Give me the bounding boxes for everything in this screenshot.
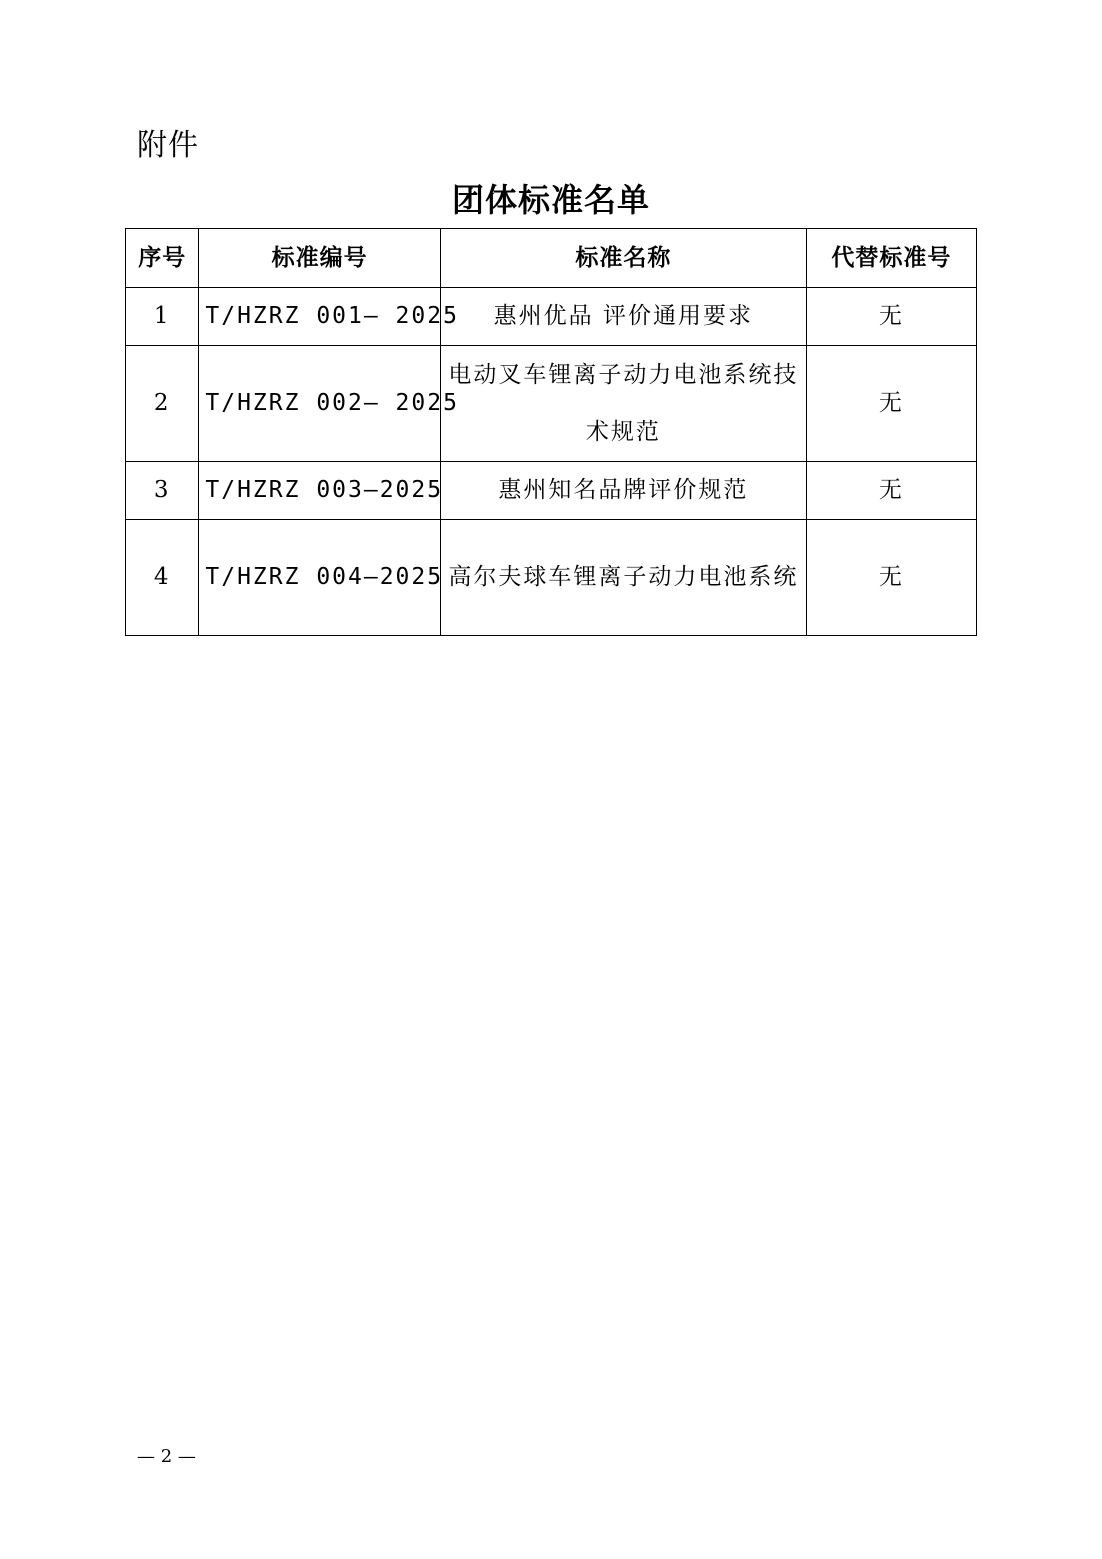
header-standard-name: 标准名称 [440,229,806,288]
row-standard-name: 惠州优品 评价通用要求 [440,288,806,346]
row-standard-code: T/HZRZ 004—2025 [199,520,440,636]
row-standard-name: 惠州知名品牌评价规范 [440,462,806,520]
row-replaced-standard: 无 [806,346,976,462]
attachment-label: 附件 [137,128,199,163]
table-header-row [126,229,977,288]
row-replaced-standard: 无 [806,288,976,346]
header-standard-code: 标准编号 [199,229,440,288]
row-serial-number: 4 [126,520,199,636]
row-standard-name: 电动叉车锂离子动力电池系统技术规范 [440,346,806,462]
page-number: — 2 — [137,1446,196,1467]
document-title: 团体标准名单 [451,181,650,219]
table-row [126,520,977,636]
row-serial-number: 2 [126,346,199,462]
row-replaced-standard: 无 [806,462,976,520]
header-serial-number: 序号 [126,229,199,288]
row-serial-number: 3 [126,462,199,520]
row-standard-name: 高尔夫球车锂离子动力电池系统 [440,520,806,636]
standards-table [125,228,977,636]
row-standard-code: T/HZRZ 003—2025 [199,462,440,520]
row-serial-number: 1 [126,288,199,346]
row-standard-code: T/HZRZ 002— 2025 [199,346,440,462]
row-replaced-standard: 无 [806,520,976,636]
table-row [126,346,977,462]
header-replaced-standard: 代替标准号 [806,229,976,288]
table-row [126,462,977,520]
table-row [126,288,977,346]
row-standard-code: T/HZRZ 001— 2025 [199,288,440,346]
